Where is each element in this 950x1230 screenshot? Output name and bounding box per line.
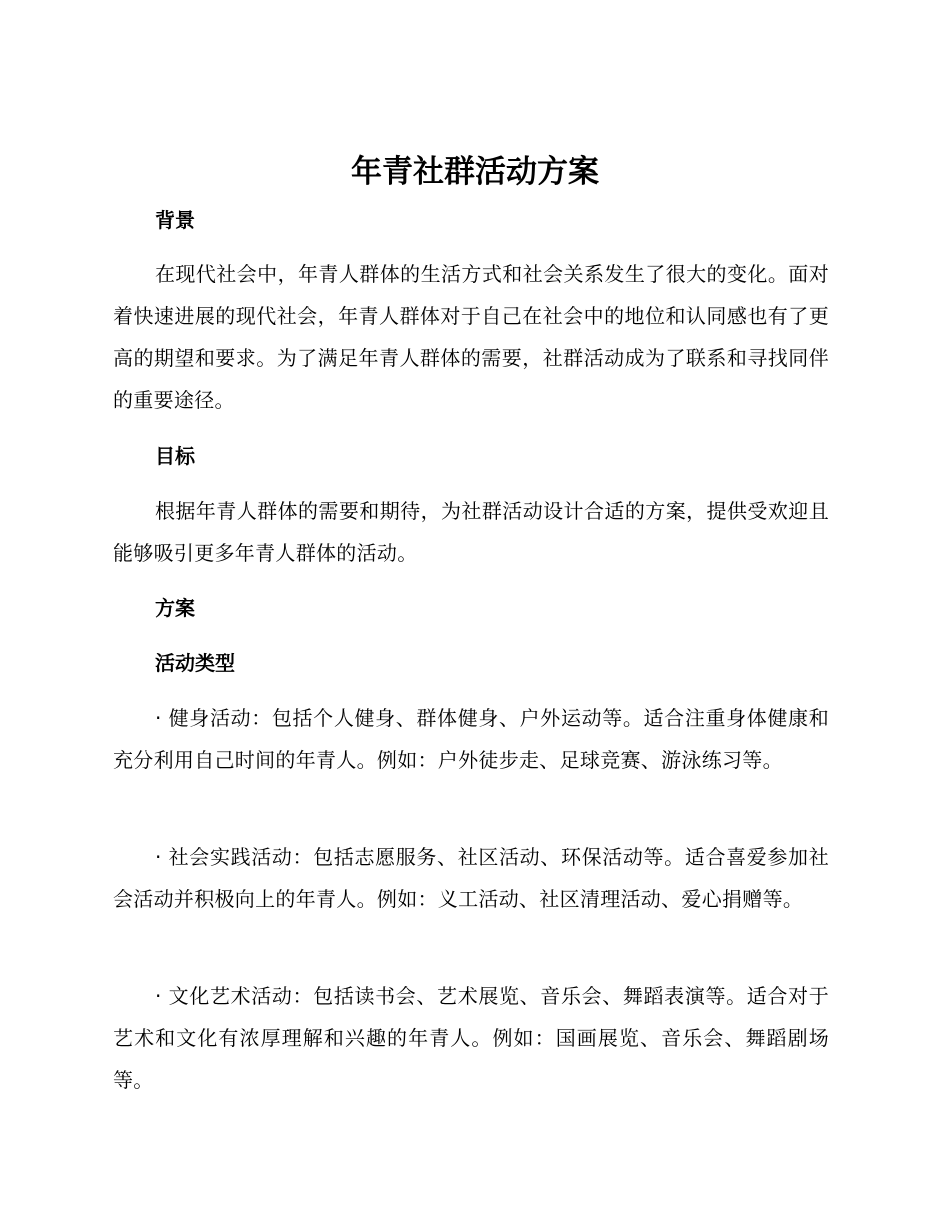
document-title: 年青社群活动方案 [351,154,599,190]
paragraph-goal: 根据年青人群体的需要和期待，为社群活动设计合适的方案，提供受欢迎且能够吸引更多年青人群体的活动。 [113,499,829,565]
paragraph-background: 在现代社会中，年青人群体的生活方式和社会关系发生了很大的变化。面对着快速进展的现代社会，年青人群体对于自己在社会中的地位和认同感也有了更高的期望和要求。为了满足年青人群体的需要，社群活动成为了联系和寻找同伴的重要途径。 [113,262,829,412]
list-item-culture-art: · 文化艺术活动：包括读书会、艺术展览、音乐会、舞蹈表演等。适合对于艺术和文化有浓厚理解和兴趣的年青人。例如：国画展览、音乐会、舞蹈剧场等。 [113,984,829,1092]
list-item-fitness: · 健身活动：包括个人健身、群体健身、户外运动等。适合注重身体健康和充分利用自己时间的年青人。例如：户外徒步走、足球竞赛、游泳练习等。 [113,706,829,772]
heading-background: 背景 [155,208,195,232]
heading-plan: 方案 [155,596,195,620]
list-item-social-practice: · 社会实践活动：包括志愿服务、社区活动、环保活动等。适合喜爱参加社会活动并积极向上的年青人。例如：义工活动、社区清理活动、爱心捐赠等。 [113,845,829,911]
subheading-activity-types: 活动类型 [155,651,235,675]
heading-goal: 目标 [155,444,195,468]
